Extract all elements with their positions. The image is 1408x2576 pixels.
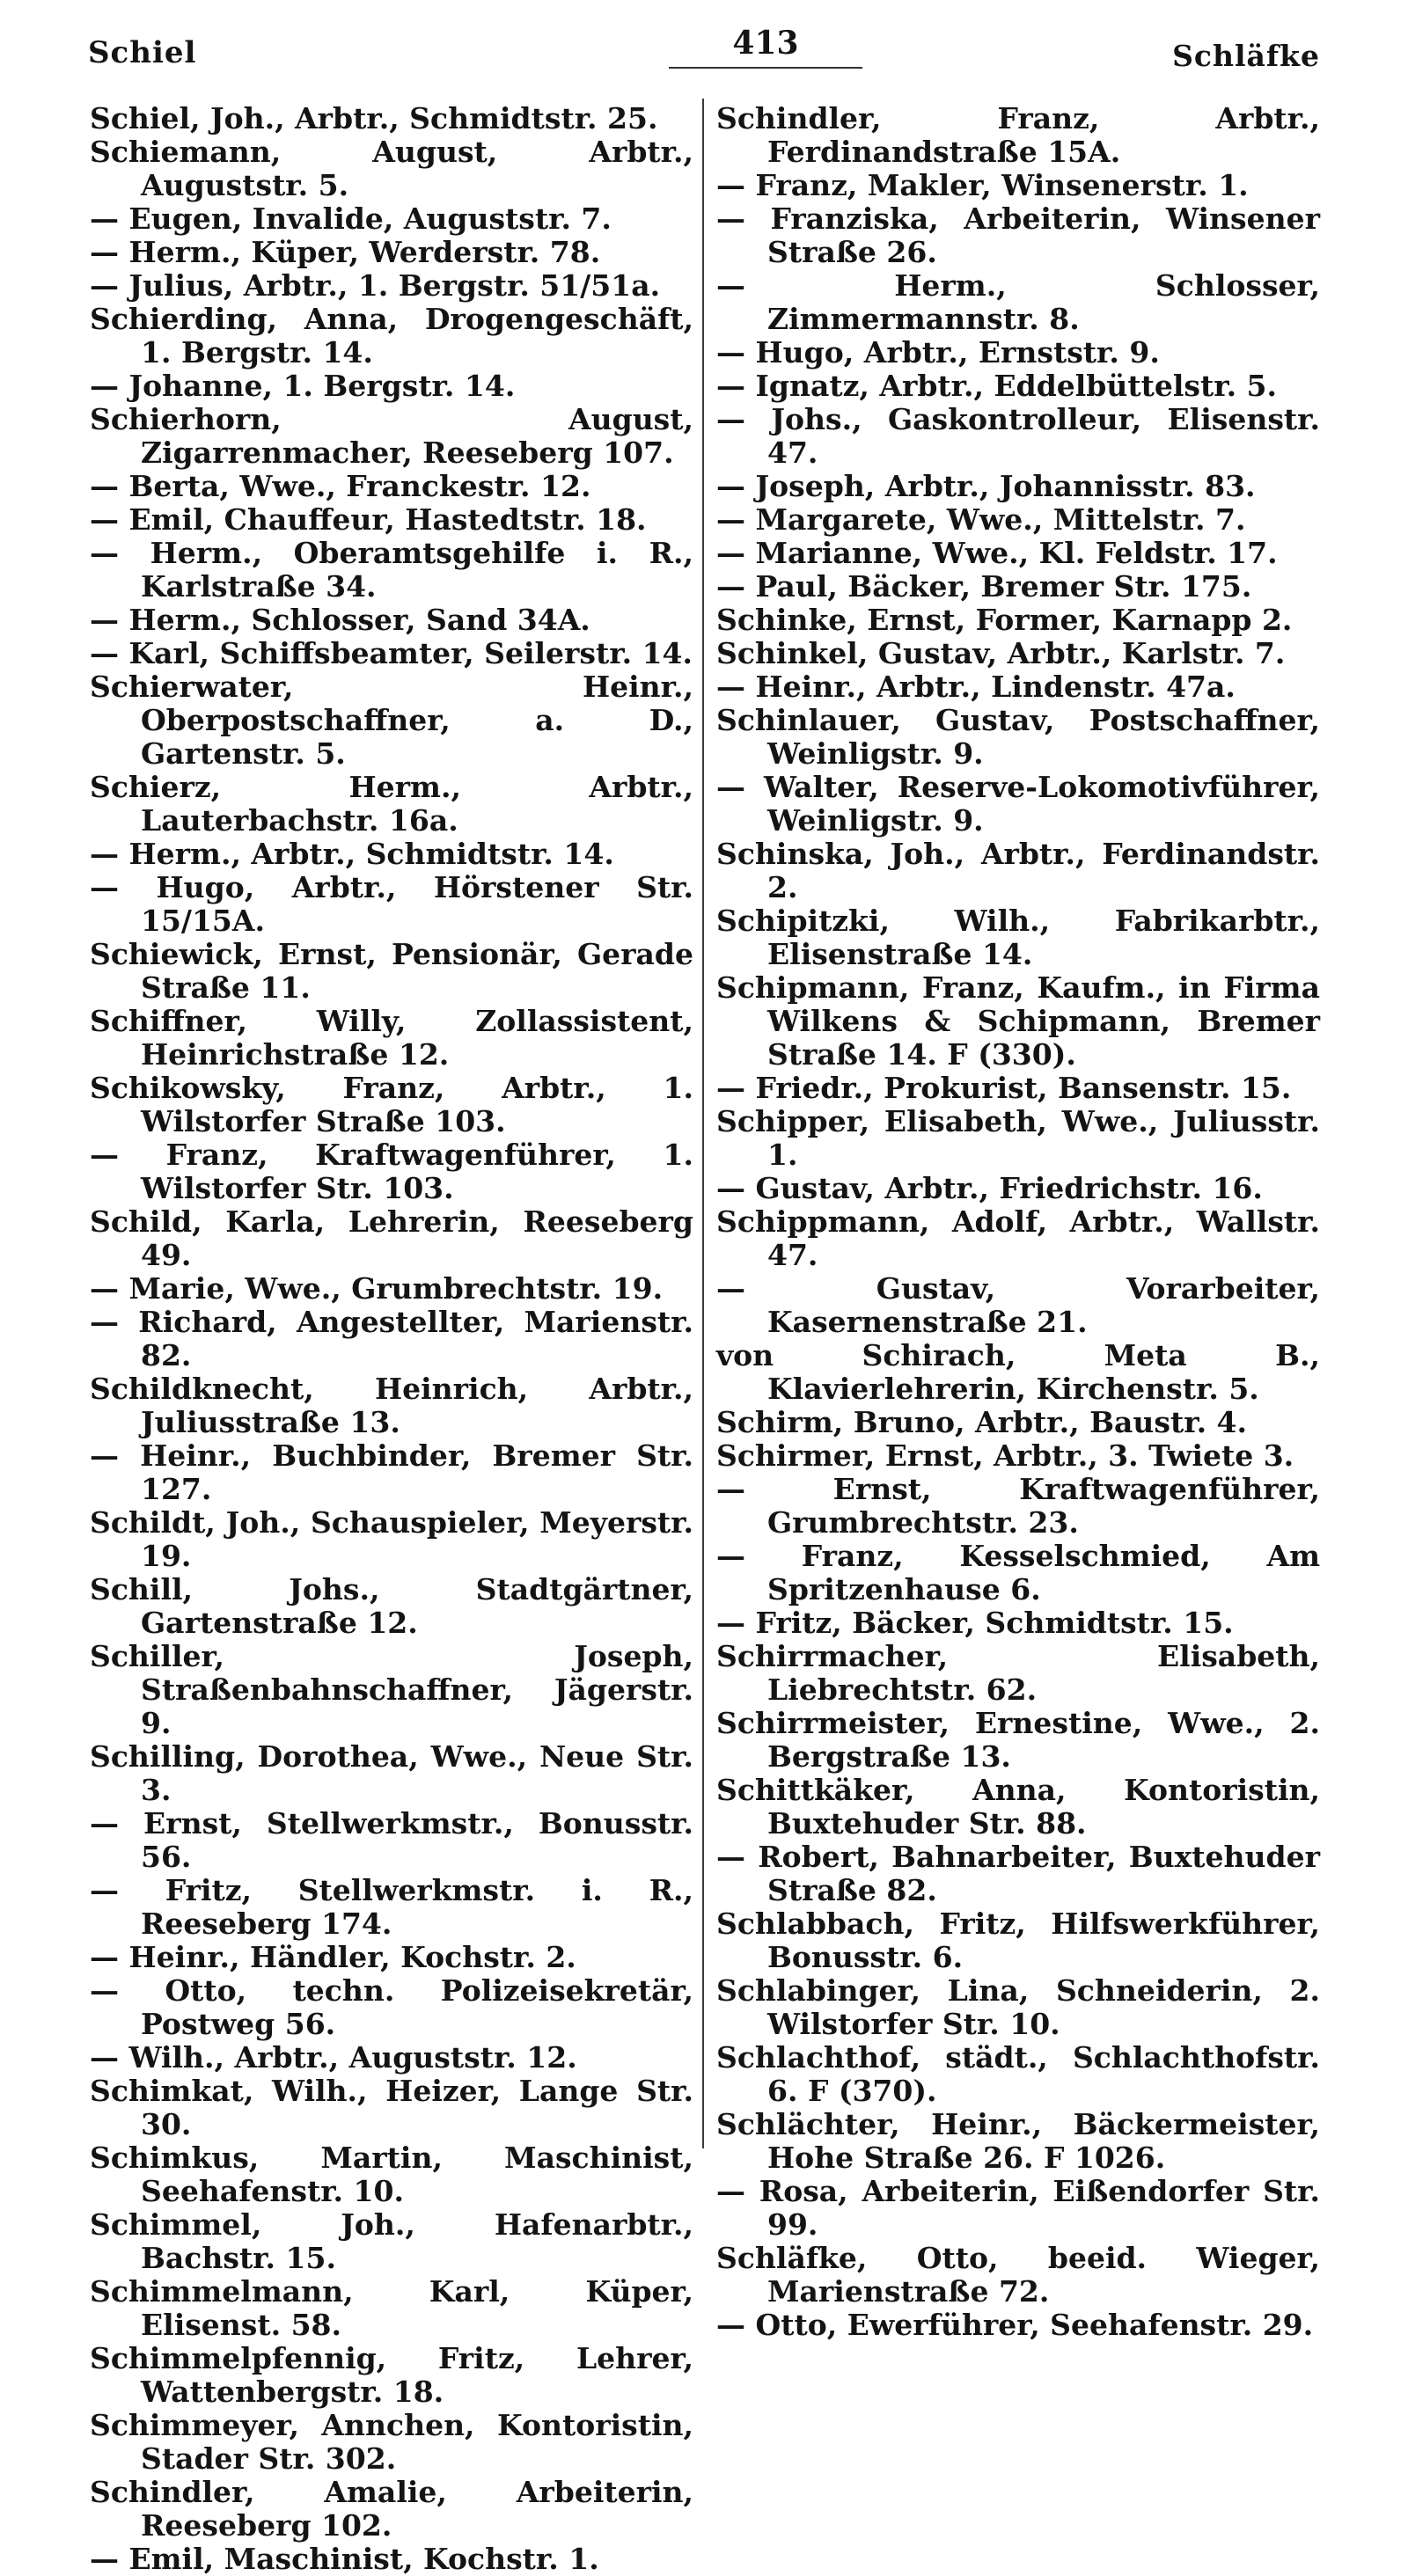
directory-entry: — Richard, Angestellter, Marienstr. 82. bbox=[90, 1305, 693, 1372]
directory-entry: — Heinr., Händler, Kochstr. 2. bbox=[90, 1940, 576, 1974]
directory-entry: — Hugo, Arbtr., Hörstener Str. 15/15A. bbox=[90, 870, 693, 938]
directory-entry: Schiller, Joseph, Straßenbahnschaffner, Jägerstr. 9. bbox=[90, 1639, 693, 1740]
directory-entry: Schittkäker, Anna, Kontoristin, Buxtehuder Str. 88. bbox=[716, 1773, 1320, 1841]
directory-entry: Schimmel, Joh., Hafenarbtr., Bachstr. 15. bbox=[90, 2207, 693, 2275]
directory-entry: — Gustav, Vorarbeiter, Kasernenstraße 21. bbox=[716, 1271, 1320, 1339]
directory-entry: Schipmann, Franz, Kaufm., in Firma Wilkens & Schipmann, Bremer Straße 14. F (330). bbox=[716, 970, 1320, 1072]
directory-entry: Schikowsky, Franz, Arbtr., 1. Wilstorfer Straße 103. bbox=[90, 1071, 693, 1138]
directory-entry: — Wilh., Arbtr., Auguststr. 12. bbox=[90, 2040, 577, 2075]
column-divider bbox=[702, 99, 704, 2148]
directory-entry: — Heinr., Arbtr., Lindenstr. 47a. bbox=[716, 670, 1236, 704]
directory-entry: — Eugen, Invalide, Auguststr. 7. bbox=[90, 201, 612, 236]
directory-entry: Schimmelmann, Karl, Küper, Elisenst. 58. bbox=[90, 2274, 693, 2342]
directory-entry: — Walter, Reserve-Lokomotivführer, Weinligstr. 9. bbox=[716, 770, 1320, 838]
directory-entry: — Ignatz, Arbtr., Eddelbüttelstr. 5. bbox=[716, 369, 1277, 403]
directory-entry: Schinke, Ernst, Former, Karnapp 2. bbox=[716, 603, 1293, 637]
directory-entry: — Rosa, Arbeiterin, Eißendorfer Str. 99. bbox=[716, 2174, 1320, 2242]
directory-entry: Schimkat, Wilh., Heizer, Lange Str. 30. bbox=[90, 2074, 693, 2141]
directory-entry: Schildt, Joh., Schauspieler, Meyerstr. 19. bbox=[90, 1505, 693, 1573]
directory-entry: — Herm., Küper, Werderstr. 78. bbox=[90, 235, 601, 269]
directory-entry: — Joseph, Arbtr., Johannisstr. 83. bbox=[716, 469, 1256, 503]
directory-entry: Schlabinger, Lina, Schneiderin, 2. Wilstorfer Str. 10. bbox=[716, 1973, 1320, 2041]
directory-entry: — Paul, Bäcker, Bremer Str. 175. bbox=[716, 569, 1252, 604]
directory-entry: Schlachthof, städt., Schlachthofstr. 6. F (370). bbox=[716, 2040, 1320, 2108]
page-number: 413 bbox=[669, 25, 862, 69]
directory-entry: — Franz, Kesselschmied, Am Spritzenhause 6. bbox=[716, 1539, 1320, 1606]
directory-entry: — Marianne, Wwe., Kl. Feldstr. 17. bbox=[716, 536, 1278, 570]
directory-entry: — Franziska, Arbeiterin, Winsener Straße 26. bbox=[716, 201, 1320, 269]
directory-entry: Schierhorn, August, Zigarrenmacher, Reeseberg 107. bbox=[90, 402, 693, 470]
directory-entry: — Julius, Arbtr., 1. Bergstr. 51/51a. bbox=[90, 268, 661, 303]
directory-entry: Schiemann, August, Arbtr., Auguststr. 5. bbox=[90, 135, 693, 202]
directory-entry: — Otto, techn. Polizeisekretär, Postweg 56. bbox=[90, 1973, 693, 2041]
directory-entry: Schierding, Anna, Drogengeschäft, 1. Bergstr. 14. bbox=[90, 302, 693, 370]
directory-entry: — Herm., Oberamtsgehilfe i. R., Karlstraße 34. bbox=[90, 536, 693, 604]
directory-entry: Schierz, Herm., Arbtr., Lauterbachstr. 16a. bbox=[90, 770, 693, 838]
directory-entry: Schinska, Joh., Arbtr., Ferdinandstr. 2. bbox=[716, 837, 1320, 904]
directory-entry: — Robert, Bahnarbeiter, Buxtehuder Straße 82. bbox=[716, 1840, 1320, 1907]
right-column bbox=[716, 102, 1320, 2342]
directory-entry: — Heinr., Buchbinder, Bremer Str. 127. bbox=[90, 1438, 693, 1506]
directory-entry: Schindler, Franz, Arbtr., Ferdinandstraße 15A. bbox=[716, 101, 1320, 169]
directory-entry: Schimmelpfennig, Fritz, Lehrer, Wattenbergstr. 18. bbox=[90, 2341, 693, 2409]
directory-entry: — Karl, Schiffsbeamter, Seilerstr. 14. bbox=[90, 636, 693, 670]
directory-entry: Schlabbach, Fritz, Hilfswerkführer, Bonusstr. 6. bbox=[716, 1906, 1320, 1974]
directory-entry: Schild, Karla, Lehrerin, Reeseberg 49. bbox=[90, 1204, 693, 1272]
directory-entry: — Fritz, Bäcker, Schmidtstr. 15. bbox=[716, 1606, 1234, 1640]
directory-entry: — Emil, Maschinist, Kochstr. 1. bbox=[90, 2542, 599, 2576]
directory-entry: — Fritz, Stellwerkmstr. i. R., Reeseberg 174. bbox=[90, 1873, 693, 1941]
directory-entry: Schipper, Elisabeth, Wwe., Juliusstr. 1. bbox=[716, 1104, 1320, 1172]
directory-entry: Schläfke, Otto, beeid. Wieger, Marienstraße 72. bbox=[716, 2241, 1320, 2309]
directory-entry: — Otto, Ewerführer, Seehafenstr. 29. bbox=[716, 2308, 1314, 2342]
directory-entry: Schipitzki, Wilh., Fabrikarbtr., Elisenstraße 14. bbox=[716, 904, 1320, 971]
directory-entry: — Friedr., Prokurist, Bansenstr. 15. bbox=[716, 1071, 1292, 1105]
directory-entry: — Johs., Gaskontrolleur, Elisenstr. 47. bbox=[716, 402, 1320, 470]
directory-entry: Schiewick, Ernst, Pensionär, Gerade Straße 11. bbox=[90, 937, 693, 1005]
page-header bbox=[88, 25, 1320, 77]
directory-entry: Schiffner, Willy, Zollassistent, Heinrichstraße 12. bbox=[90, 1004, 693, 1072]
directory-entry: — Herm., Schlosser, Sand 34A. bbox=[90, 603, 590, 637]
directory-entry: Schindler, Amalie, Arbeiterin, Reeseberg 102. bbox=[90, 2475, 693, 2543]
directory-entry: Schippmann, Adolf, Arbtr., Wallstr. 47. bbox=[716, 1204, 1320, 1272]
directory-entry: Schirrmeister, Ernestine, Wwe., 2. Bergstraße 13. bbox=[716, 1706, 1320, 1774]
directory-entry: — Franz, Kraftwagenführer, 1. Wilstorfer Str. 103. bbox=[90, 1138, 693, 1205]
directory-entry: — Herm., Schlosser, Zimmermannstr. 8. bbox=[716, 268, 1320, 336]
directory-entry: Schinlauer, Gustav, Postschaffner, Weinligstr. 9. bbox=[716, 703, 1320, 771]
directory-entry: — Berta, Wwe., Franckestr. 12. bbox=[90, 469, 591, 503]
left-column bbox=[90, 102, 693, 2576]
directory-entry: — Marie, Wwe., Grumbrechtstr. 19. bbox=[90, 1271, 664, 1306]
directory-entry: Schilling, Dorothea, Wwe., Neue Str. 3. bbox=[90, 1739, 693, 1807]
directory-entry: Schiel, Joh., Arbtr., Schmidtstr. 25. bbox=[90, 101, 658, 135]
directory-entry: Schirrmacher, Elisabeth, Liebrechtstr. 62. bbox=[716, 1639, 1320, 1707]
directory-entry: — Ernst, Stellwerkmstr., Bonusstr. 56. bbox=[90, 1806, 693, 1874]
directory-entry: Schildknecht, Heinrich, Arbtr., Juliusstraße 13. bbox=[90, 1372, 693, 1439]
directory-entry: — Hugo, Arbtr., Ernststr. 9. bbox=[716, 335, 1160, 370]
directory-entry: Schlächter, Heinr., Bäckermeister, Hohe Straße 26. F 1026. bbox=[716, 2107, 1320, 2175]
directory-entry: — Gustav, Arbtr., Friedrichstr. 16. bbox=[716, 1171, 1263, 1205]
directory-entry: Schierwater, Heinr., Oberpostschaffner, a. D., Gartenstr. 5. bbox=[90, 670, 693, 771]
directory-entry: Schimmeyer, Annchen, Kontoristin, Stader Str. 302. bbox=[90, 2408, 693, 2476]
directory-entry: Schirm, Bruno, Arbtr., Baustr. 4. bbox=[716, 1405, 1247, 1439]
directory-entry: — Emil, Chauffeur, Hastedtstr. 18. bbox=[90, 502, 647, 537]
directory-entry: — Margarete, Wwe., Mittelstr. 7. bbox=[716, 502, 1246, 537]
header-left-keyword: Schiel bbox=[88, 35, 197, 70]
header-right-keyword: Schläfke bbox=[1172, 39, 1320, 73]
directory-entry: Schill, Johs., Stadtgärtner, Gartenstraße 12. bbox=[90, 1572, 693, 1640]
directory-entry: — Franz, Makler, Winsenerstr. 1. bbox=[716, 168, 1249, 202]
directory-entry: Schimkus, Martin, Maschinist, Seehafenstr. 10. bbox=[90, 2141, 693, 2208]
directory-entry: Schirmer, Ernst, Arbtr., 3. Twiete 3. bbox=[716, 1438, 1294, 1473]
directory-entry: — Ernst, Kraftwagenführer, Grumbrechtstr. 23. bbox=[716, 1472, 1320, 1540]
directory-entry: — Herm., Arbtr., Schmidtstr. 14. bbox=[90, 837, 614, 871]
directory-entry: Schinkel, Gustav, Arbtr., Karlstr. 7. bbox=[716, 636, 1286, 670]
directory-entry: — Johanne, 1. Bergstr. 14. bbox=[90, 369, 516, 403]
directory-entry: von Schirach, Meta B., Klavierlehrerin, Kirchenstr. 5. bbox=[716, 1338, 1320, 1406]
